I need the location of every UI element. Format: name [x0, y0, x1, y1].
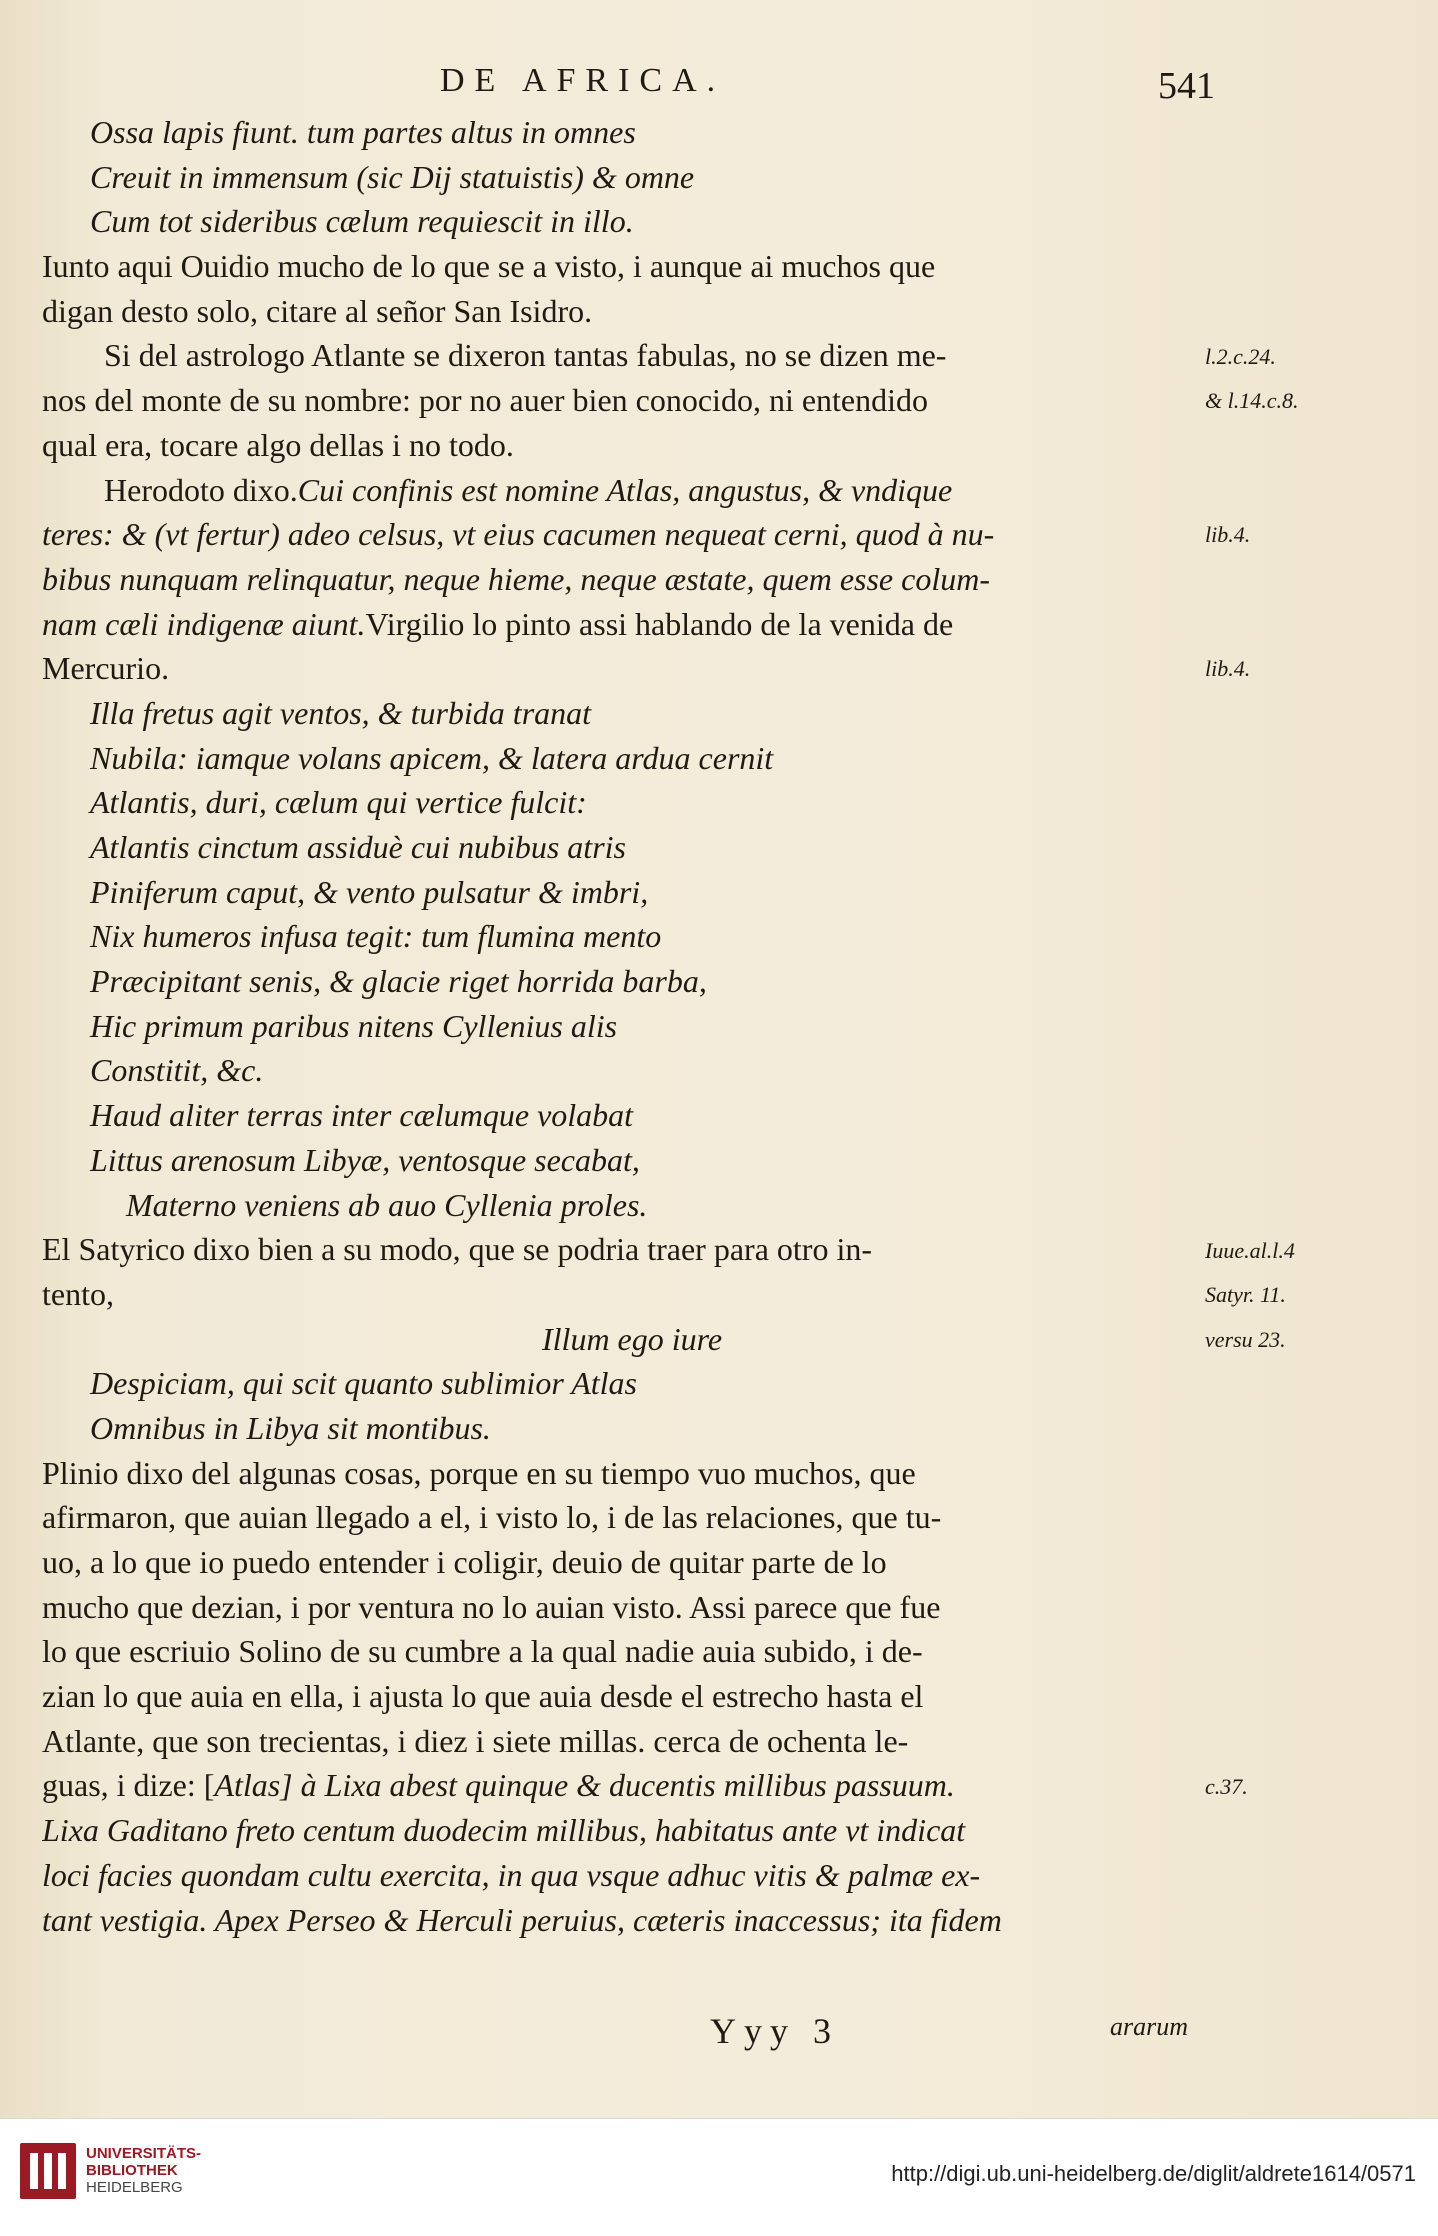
- text-line-content: Atlantis, duri, cælum qui vertice fulcit:: [90, 784, 587, 821]
- text-line-content: lo que escriuio Solino de su cumbre a la qual nadie auia subido, i de-: [42, 1633, 923, 1670]
- text-line: [42, 333, 1197, 378]
- text-line-content: Nubila: iamque volans apicem, & latera ardua cernit: [90, 739, 774, 776]
- text-line: [42, 646, 1197, 691]
- catchword: ararum: [1110, 2012, 1189, 2041]
- body-text: [42, 110, 1197, 1942]
- margin-note: versu 23.: [1205, 1326, 1286, 1352]
- text-line-content: Despiciam, qui scit quanto sublimior Atlas: [90, 1365, 637, 1402]
- text-line-content: Haud aliter terras inter cælumque volabat: [90, 1097, 634, 1134]
- text-line-tail: Virgilio lo pinto assi hablando de la venida de: [365, 605, 954, 642]
- signature-mark: Yyy 3: [710, 2011, 839, 2051]
- text-line-content: Piniferum caput, & vento pulsatur & imbri,: [90, 873, 649, 910]
- text-line-content: Illum ego iure: [542, 1320, 723, 1357]
- text-line-content: Hic primum paribus nitens Cyllenius alis: [90, 1007, 618, 1044]
- text-line: [42, 1361, 1197, 1406]
- permalink-url[interactable]: http://digi.ub.uni-heidelberg.de/diglit/aldrete1614/0571: [891, 2161, 1416, 2186]
- text-line: [42, 1585, 1197, 1630]
- text-line-content: Littus arenosum Libyæ, ventosque secabat,: [90, 1141, 640, 1178]
- text-line-italic: Cui confinis est nomine Atlas, angustus, & vndique: [297, 471, 953, 508]
- text-line-content: Iunto aqui Ouidio mucho de lo que se a visto, i aunque ai muchos que: [42, 248, 936, 285]
- text-line-content: uo, a lo que io puedo entender i coligir, deuio de quitar parte de lo: [42, 1544, 887, 1580]
- text-line-content: afirmaron, que auian llegado a el, i visto lo, i de las relaciones, que tu-: [42, 1499, 942, 1536]
- library-footer: [0, 2118, 1438, 2236]
- text-line-content: guas, i dize: [: [42, 1767, 215, 1804]
- margin-note: lib.4.: [1205, 522, 1251, 548]
- text-line: [42, 512, 1197, 557]
- text-line: [42, 1272, 1197, 1317]
- text-line: [42, 110, 1197, 155]
- text-line: [42, 244, 1197, 289]
- text-line: [42, 691, 1197, 736]
- text-line: [42, 736, 1197, 781]
- text-line-content: Materno veniens ab auo Cyllenia proles.: [126, 1186, 648, 1223]
- text-line: [42, 914, 1197, 959]
- logo-line-1: UNIVERSITÄTS-: [86, 2145, 202, 2162]
- text-line-content: bibus nunquam relinquatur, neque hieme, neque æstate, quem esse colum-: [42, 560, 990, 597]
- text-line: [42, 1317, 1197, 1362]
- text-line-content: Nix humeros infusa tegit: tum flumina mento: [90, 918, 662, 955]
- text-line-content: Atlantis cinctum assiduè cui nubibus atris: [90, 829, 626, 865]
- text-line-content: tento,: [42, 1275, 114, 1312]
- running-title: DE AFRICA.: [440, 62, 726, 99]
- text-line-content: nam cæli indigenæ aiunt.: [42, 605, 366, 642]
- margin-note: lib.4.: [1205, 656, 1251, 682]
- text-line: [42, 468, 1197, 513]
- text-line-content: Lixa Gaditano freto centum duodecim millibus, habitatus ante vt indicat: [42, 1812, 966, 1849]
- text-line-content: digan desto solo, citare al señor San Isidro.: [42, 292, 593, 329]
- text-line-content: Creuit in immensum (sic Dij statuistis) & omne: [90, 158, 695, 195]
- text-line-content: Ossa lapis fiunt. tum partes altus in omnes: [90, 114, 636, 150]
- text-line-content: Atlante, que son trecientas, i diez i siete millas. cerca de ochenta le-: [42, 1722, 909, 1759]
- margin-note: Iuue.al.l.4: [1205, 1237, 1295, 1263]
- page-number: 541: [1158, 65, 1215, 107]
- library-logo-icon: [20, 2143, 76, 2199]
- text-line-content: Omnibus in Libya sit montibus.: [90, 1409, 491, 1446]
- text-line: [42, 825, 1197, 870]
- text-line-content: zian lo que auia en ella, i ajusta lo que auia desde el estrecho hasta el: [42, 1678, 924, 1715]
- text-line: [42, 1719, 1197, 1764]
- text-line: [42, 1227, 1197, 1272]
- text-line: [42, 1138, 1197, 1183]
- text-line: [42, 1406, 1197, 1451]
- text-line: [42, 1495, 1197, 1540]
- text-line: [42, 602, 1197, 647]
- text-line-content: qual era, tocare algo dellas i no todo.: [42, 426, 514, 463]
- logo-line-2: BIBLIOTHEK: [86, 2162, 178, 2179]
- text-line-content: Constitit, &c.: [90, 1052, 264, 1089]
- text-line-content: Præcipitant senis, & glacie riget horrida barba,: [90, 963, 707, 1000]
- margin-note: Satyr. 11.: [1205, 1282, 1286, 1308]
- margin-note: & l.14.c.8.: [1205, 388, 1299, 414]
- text-line: [42, 1183, 1197, 1228]
- margin-note: c.37.: [1205, 1773, 1248, 1799]
- text-line: [42, 1674, 1197, 1719]
- library-logo-text: [86, 2145, 201, 2196]
- margin-note: l.2.c.24.: [1205, 343, 1276, 369]
- logo-line-3: HEIDELBERG: [86, 2179, 183, 2196]
- text-line: [42, 1048, 1197, 1093]
- text-line-content: Si del astrologo Atlante se dixeron tantas fabulas, no se dizen me-: [104, 337, 947, 374]
- text-line: [42, 1451, 1197, 1496]
- text-line: [42, 1629, 1197, 1674]
- text-line: [42, 1898, 1197, 1943]
- text-line: [42, 1540, 1197, 1585]
- text-line: [42, 378, 1197, 423]
- text-line: [42, 155, 1197, 200]
- text-line: [42, 423, 1197, 468]
- text-line-content: tant vestigia. Apex Perseo & Herculi peruius, cæteris inaccessus; ita fidem: [42, 1901, 1002, 1938]
- text-line: [42, 289, 1197, 334]
- text-line: [42, 199, 1197, 244]
- text-line-content: Mercurio.: [42, 650, 170, 687]
- text-line-content: Plinio dixo del algunas cosas, porque en su tiempo vuo muchos, que: [42, 1454, 916, 1491]
- text-line-content: teres: & (vt fertur) adeo celsus, vt eius cacumen nequeat cerni, quod à nu-: [42, 516, 995, 553]
- text-line: [42, 780, 1197, 825]
- text-line-content: El Satyrico dixo bien a su modo, que se podria traer para otro in-: [42, 1231, 872, 1268]
- text-line-content: Illa fretus agit ventos, & turbida tranat: [90, 694, 592, 731]
- text-line-content: Cum tot sideribus cælum requiescit in illo.: [90, 203, 634, 240]
- text-line-content: Herodoto dixo.: [104, 471, 298, 508]
- text-line-content: nos del monte de su nombre: por no auer bien conocido, ni entendido: [42, 382, 929, 419]
- text-line: [42, 1763, 1197, 1808]
- text-line: [42, 959, 1197, 1004]
- text-line-content: loci facies quondam cultu exercita, in qua vsque adhuc vitis & palmæ ex-: [42, 1856, 981, 1893]
- text-line: [42, 1853, 1197, 1898]
- text-line-content: mucho que dezian, i por ventura no lo auian visto. Assi parece que fue: [42, 1588, 941, 1625]
- text-line: [42, 1093, 1197, 1138]
- text-line: [42, 557, 1197, 602]
- text-line: [42, 1004, 1197, 1049]
- text-line: [42, 870, 1197, 915]
- text-line-italic: Atlas] à Lixa abest quinque & ducentis millibus passuum.: [214, 1767, 955, 1804]
- text-line: [42, 1808, 1197, 1853]
